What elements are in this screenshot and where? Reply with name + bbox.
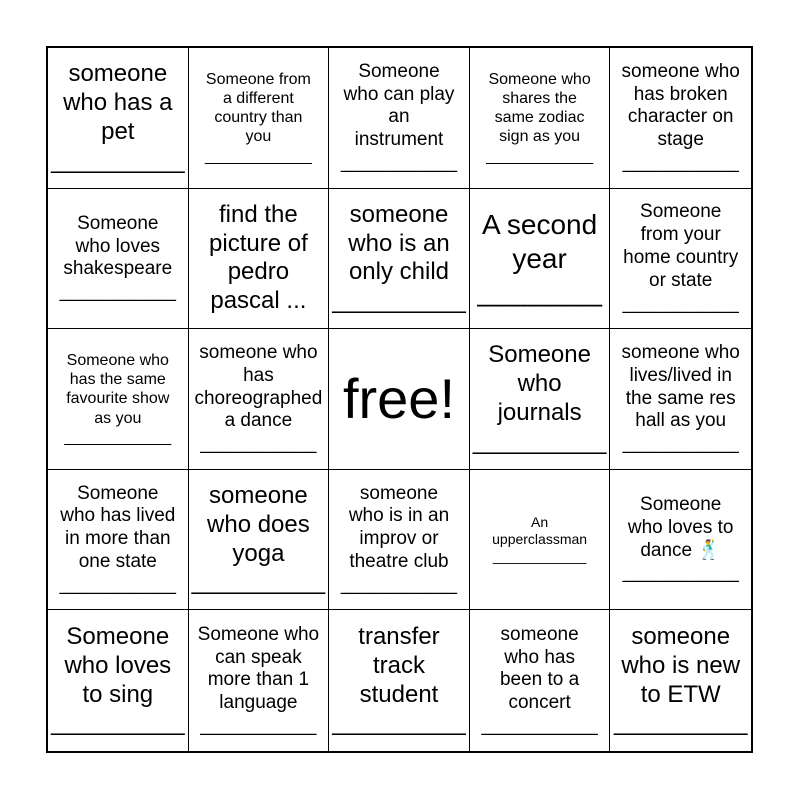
bingo-cell[interactable]: Someone who can play an instrument ___________ (329, 48, 470, 189)
bingo-cell[interactable]: someone who has a pet __________ (48, 48, 189, 189)
bingo-cell[interactable]: someone who has broken character on stage ___________ (610, 48, 751, 189)
bingo-cell[interactable]: Someone from a different country than you ____________ (189, 48, 330, 189)
bingo-cell[interactable]: Someone who loves shakespeare ___________ (48, 189, 189, 330)
bingo-cell[interactable]: someone who is an only child __________ (329, 189, 470, 330)
bingo-cell[interactable]: find the picture of pedro pascal ... (189, 189, 330, 330)
bingo-cell[interactable]: A second year ________ (470, 189, 611, 330)
bingo-cell[interactable]: transfer track student __________ (329, 610, 470, 751)
bingo-cell[interactable]: someone who lives/lived in the same res hall as you ___________ (610, 329, 751, 470)
free-cell[interactable]: free! (329, 329, 470, 470)
bingo-cell[interactable]: Someone who journals __________ (470, 329, 611, 470)
bingo-cell[interactable]: Someone who has lived in more than one state ___________ (48, 470, 189, 611)
bingo-cell[interactable]: someone who is in an improv or theatre club ___________ (329, 470, 470, 611)
bingo-cell[interactable]: An upperclassman ____________ (470, 470, 611, 611)
bingo-cell[interactable]: someone who does yoga __________ (189, 470, 330, 611)
bingo-cell[interactable]: Someone who loves to dance 🕺 ___________ (610, 470, 751, 611)
bingo-cell[interactable]: someone who has choreographed a dance ___________ (189, 329, 330, 470)
bingo-cell[interactable]: Someone who shares the same zodiac sign as you ____________ (470, 48, 611, 189)
bingo-cell[interactable]: someone who has been to a concert ___________ (470, 610, 611, 751)
bingo-cell[interactable]: Someone who has the same favourite show as you ____________ (48, 329, 189, 470)
bingo-cell[interactable]: someone who is new to ETW __________ (613, 623, 748, 737)
bingo-cell[interactable]: Someone from your home country or state ___________ (610, 189, 751, 330)
bingo-cell[interactable]: Someone who loves to sing __________ (48, 610, 189, 751)
bingo-cell[interactable]: Someone who can speak more than 1 language ___________ (189, 610, 330, 751)
bingo-board (46, 46, 753, 753)
